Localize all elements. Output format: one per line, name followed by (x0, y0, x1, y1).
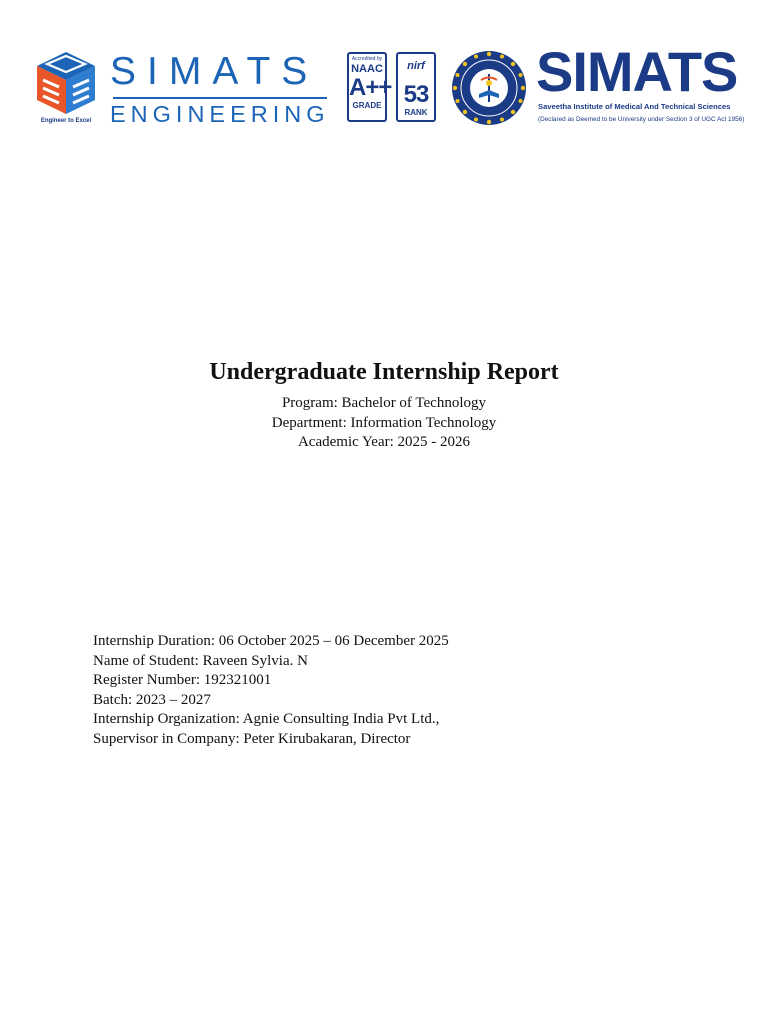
student-name: Name of Student: Raveen Sylvia. N (93, 652, 308, 669)
internship-organization: Internship Organization: Agnie Consulting India Pvt Ltd., (93, 711, 440, 727)
naac-badge-footer: GRADE (352, 101, 382, 110)
report-title: Undergraduate Internship Report (209, 359, 559, 385)
naac-badge-caption: Accredited by (351, 56, 383, 62)
ses-tagline: Engineer to Excel (40, 118, 92, 124)
program-line: Program: Bachelor of Technology (281, 395, 487, 411)
department-line: Department: Information Technology (271, 414, 497, 431)
naac-badge-grade: A++ (349, 74, 392, 101)
simats-engineering-wordmark-bottom: ENGINEERING (110, 101, 330, 127)
company-supervisor: Supervisor in Company: Peter Kirubakaran, Director (93, 730, 411, 747)
deemed-university-note: (Declared as Deemed to be University under Section 3 of UGC Act 1956) (538, 116, 745, 123)
naac-accreditation-badge (347, 52, 392, 122)
program-info (0, 394, 768, 453)
simats-wordmark: SIMATS (536, 40, 738, 103)
university-seal-icon (451, 50, 527, 126)
naac-badge-name: NAAC (351, 63, 383, 75)
internship-details (93, 632, 693, 749)
simats-engineering-wordmark-top: SIMATS (110, 50, 319, 93)
internship-duration: Internship Duration: 06 October 2025 – 06 December 2025 (93, 633, 449, 649)
institute-full-name: Saveetha Institute of Medical And Technical Sciences (538, 102, 731, 111)
academic-year-line: Academic Year: 2025 - 2026 (297, 434, 471, 450)
nirf-badge-footer: RANK (404, 108, 428, 117)
nirf-badge-rank: 53 (403, 81, 429, 108)
report-title-block (0, 355, 768, 453)
logo-header (0, 0, 768, 140)
batch: Batch: 2023 – 2027 (93, 691, 211, 708)
register-number: Register Number: 192321001 (93, 672, 272, 688)
nirf-badge-name: nirf (407, 60, 425, 72)
ses-cube-logo-icon (33, 50, 99, 116)
nirf-rank-badge (396, 52, 436, 122)
